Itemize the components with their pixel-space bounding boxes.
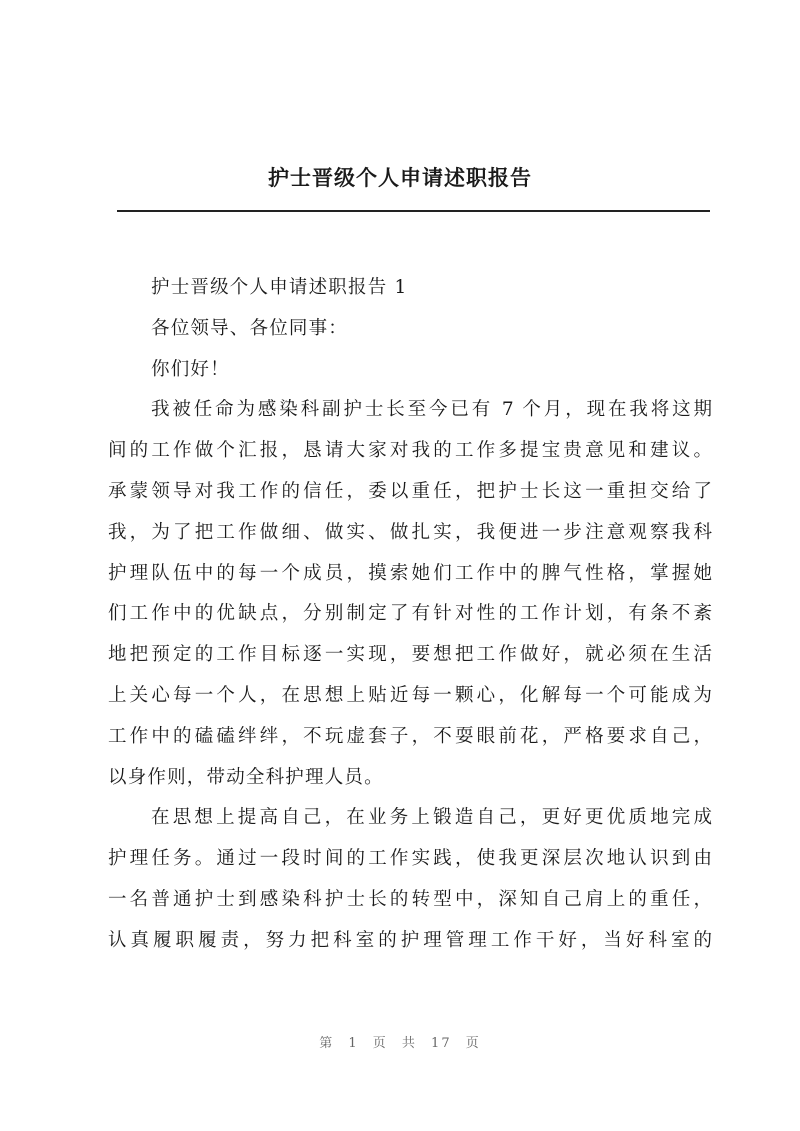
text-line: 我，为了把工作做细、做实、做扎实，我便进一步注意观察我科 xyxy=(108,521,712,543)
text-line: 在思想上提高自己，在业务上锻造自己，更好更优质地完成 xyxy=(151,807,712,829)
text-line: 一名普通护士到感染科护士长的转型中，深知自己肩上的重任， xyxy=(108,888,712,910)
text-line: 认真履职履责，努力把科室的护理管理工作干好，当好科室的 xyxy=(108,929,712,951)
text-line: 地把预定的工作目标逐一实现，要想把工作做好，就必须在生活 xyxy=(108,644,712,666)
title-divider xyxy=(117,210,710,212)
text-line: 护理队伍中的每一个成员，摸索她们工作中的脾气性格，掌握她 xyxy=(108,562,712,584)
text-line: 们工作中的优缺点，分别制定了有针对性的工作计划，有条不紊 xyxy=(108,603,712,625)
document-title: 护士晋级个人申请述职报告 xyxy=(268,165,532,190)
text-line: 我被任命为感染科副护士长至今已有 7 个月，现在我将这期 xyxy=(151,399,712,421)
text-line: 以身作则，带动全科护理人员。 xyxy=(108,766,384,788)
text-line: 各位领导、各位同事： xyxy=(151,317,349,339)
text-line: 护理任务。通过一段时间的工作实践，使我更深层次地认识到由 xyxy=(108,848,712,870)
text-line: 你们好！ xyxy=(151,358,230,380)
text-line: 工作中的磕磕绊绊，不玩虚套子，不耍眼前花，严格要求自己， xyxy=(108,725,712,747)
text-line: 承蒙领导对我工作的信任，委以重任，把护士长这一重担交给了 xyxy=(108,480,712,502)
document-body xyxy=(108,268,712,962)
text-line: 护士晋级个人申请述职报告 1 xyxy=(151,277,408,298)
text-line: 间的工作做个汇报，恳请大家对我的工作多提宝贵意见和建议。 xyxy=(108,440,712,462)
text-line: 上关心每一个人，在思想上贴近每一颗心，化解每一个可能成为 xyxy=(108,684,712,706)
page-footer: 第 1 页 共 17 页 xyxy=(319,1036,481,1051)
